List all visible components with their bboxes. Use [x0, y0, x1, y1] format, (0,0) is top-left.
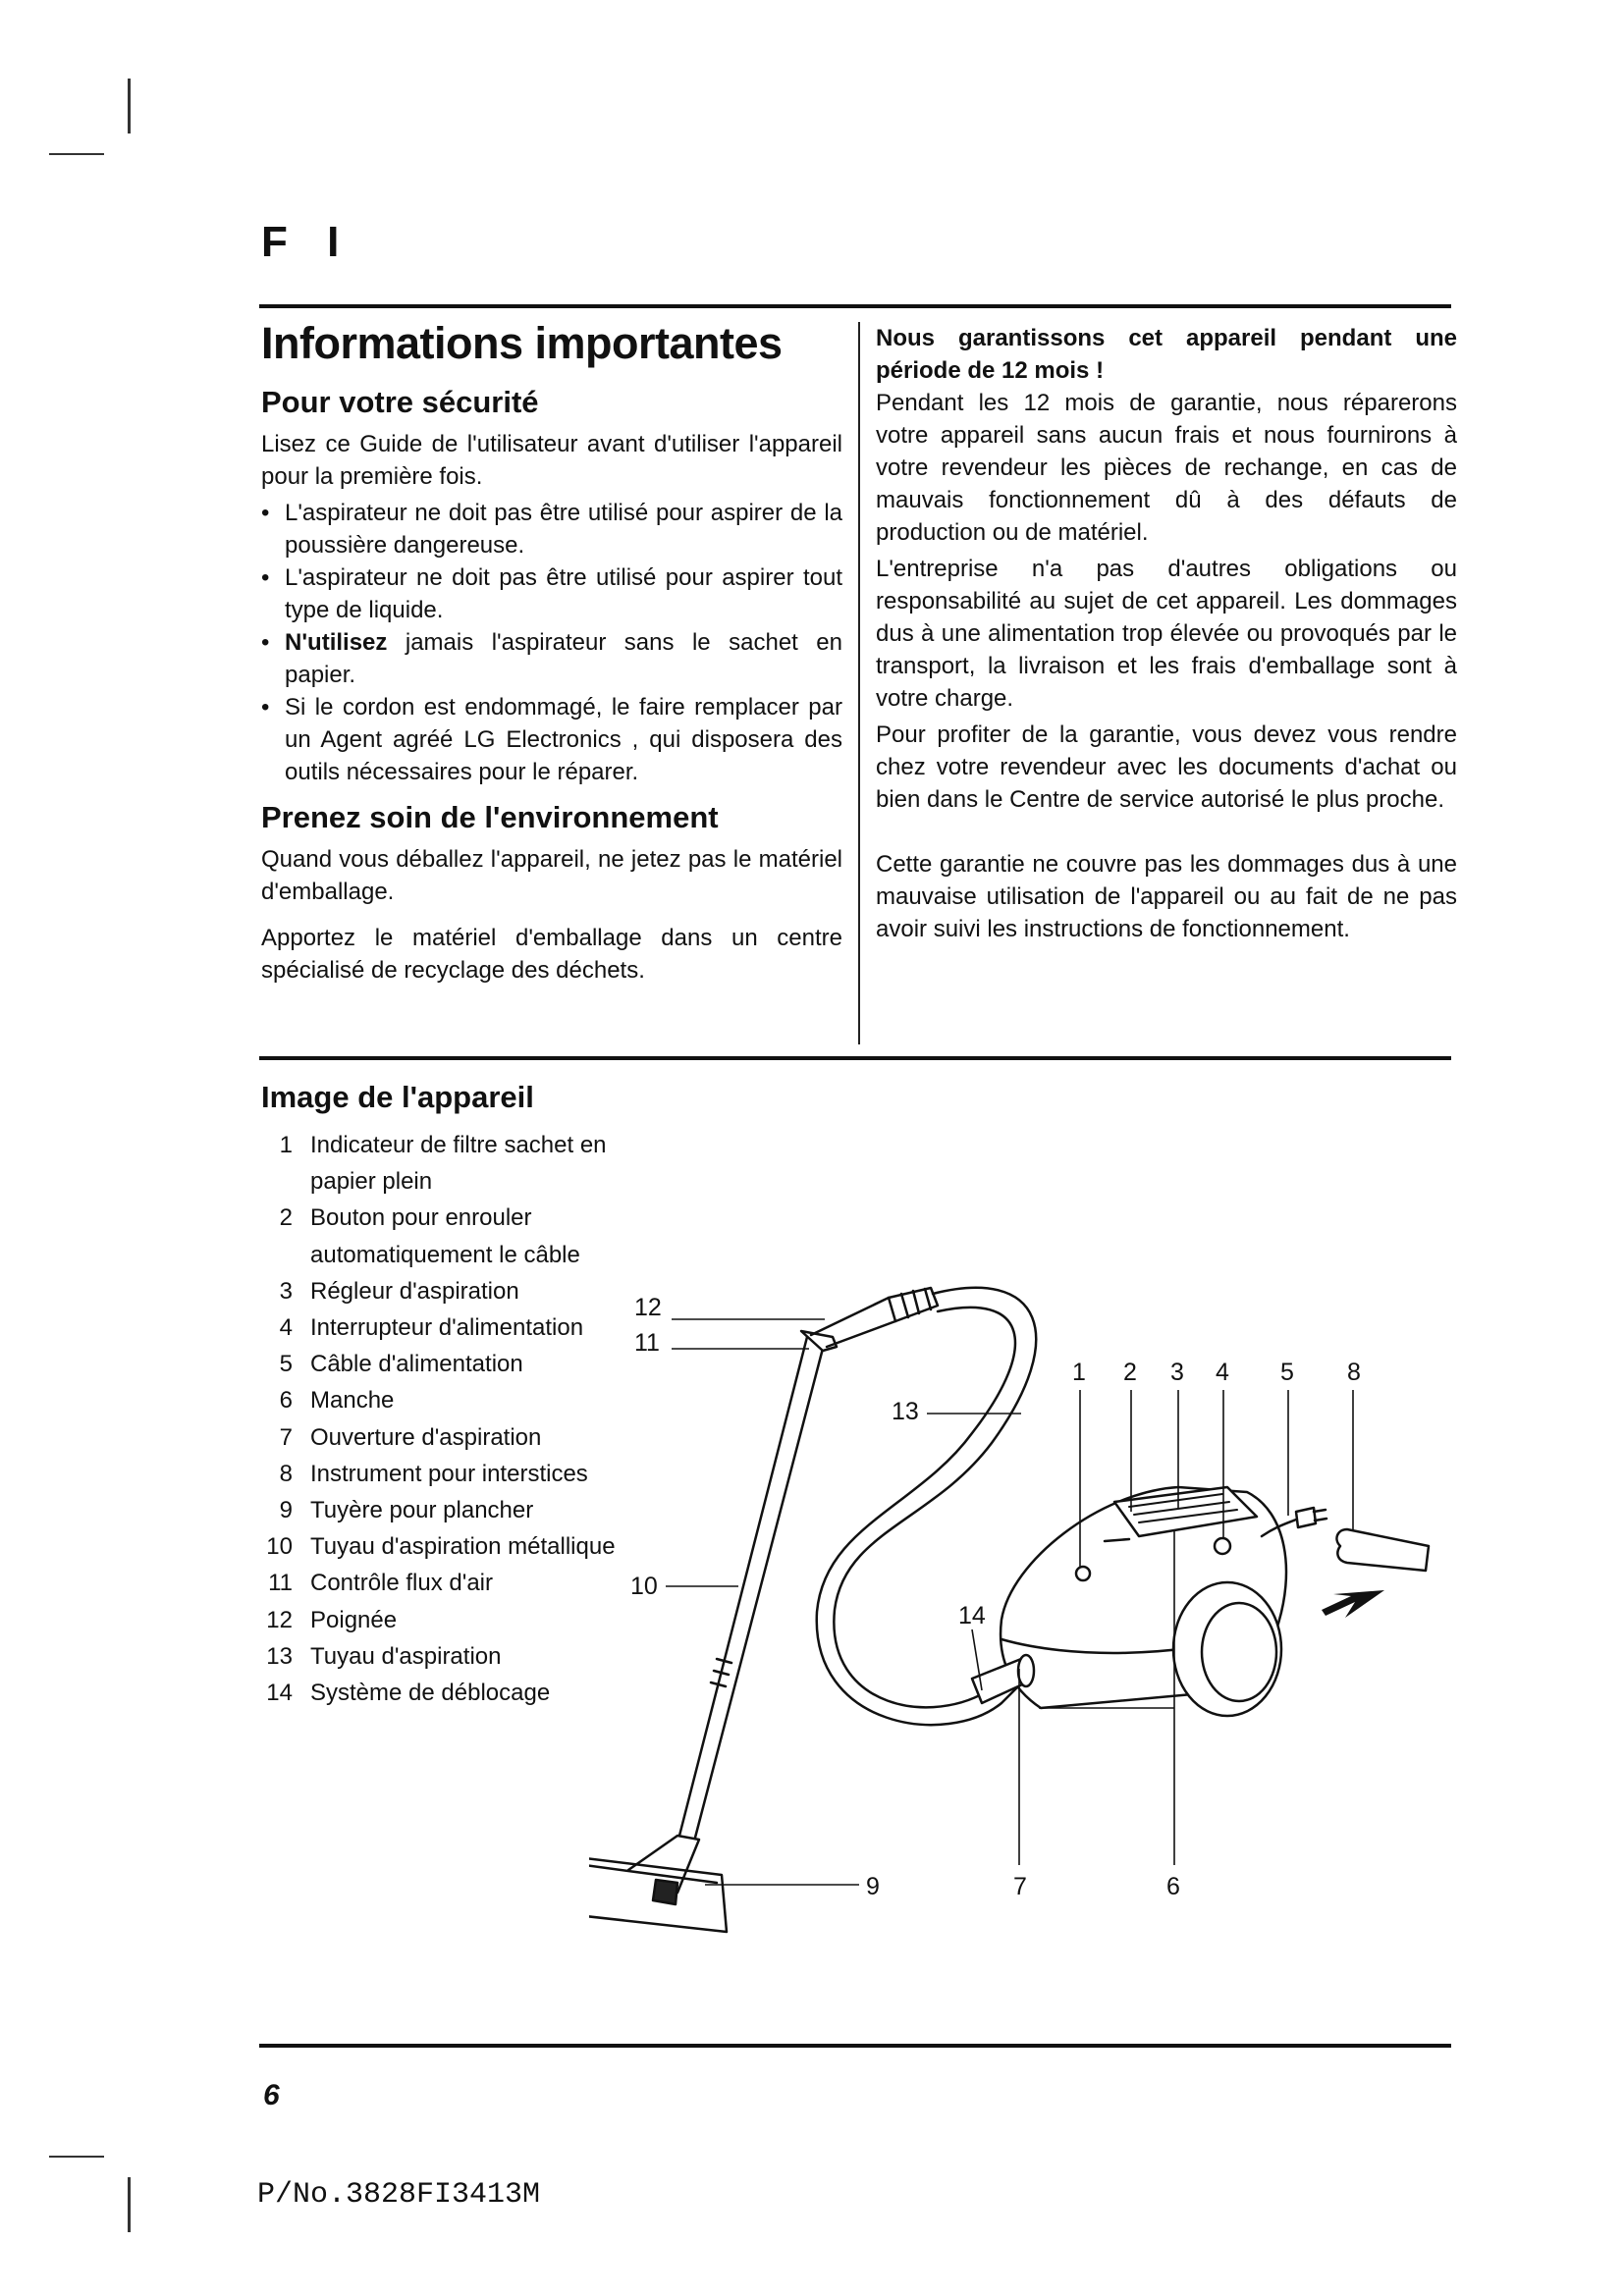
crop-mark [128, 2177, 131, 2232]
list-item: 12 Poignée [266, 1606, 398, 1633]
warranty-text-4: Cette garantie ne couvre pas les dommages dus à une mauvaise utilisation de l'appareil ou au fait de ne pas avoir suivi les instructions de fonctionnement. [876, 851, 1457, 942]
warranty-text-2: L'entreprise n'a pas d'autres obligations ou responsabilité au sujet de cet appareil. Les dommages dus à une alimentation trop élevée ou provoqués par le transport, la livraison et les frais d'emballage sont à votre charge. [876, 556, 1457, 712]
middle-rule [259, 1056, 1451, 1060]
callout-label: 3 [1170, 1359, 1184, 1386]
list-item: • Si le cordon est endommagé, le faire remplacer par un Agent agréé LG Electronics , qui disposera des outils nécessaires pour le réparer. [261, 694, 842, 785]
part-number: P/No.3828FI3413M [257, 2178, 541, 2212]
environment-text-1: Quand vous déballez l'appareil, ne jetez pas le matériel d'emballage. [261, 846, 842, 905]
warranty-title: Nous garantissons cet appareil pendant une période de 12 mois ! [876, 325, 1457, 384]
callout-label: 13 [892, 1398, 919, 1425]
list-item: 10 Tuyau d'aspiration métallique [266, 1533, 616, 1561]
bottom-rule [259, 2044, 1451, 2048]
callout-label: 12 [634, 1294, 662, 1321]
callout-label: 10 [630, 1573, 658, 1600]
warranty-text-3: Pour profiter de la garantie, vous devez vous rendre chez votre revendeur avec les documents d'achat ou bien dans le Centre de service autorisé le plus proche. [876, 721, 1457, 813]
callout-label: 4 [1216, 1359, 1229, 1386]
language-code: F I [261, 218, 353, 266]
crop-mark [49, 2156, 104, 2158]
list-item: 2 Bouton pour enrouler automatiquement le câble [279, 1204, 580, 1268]
warranty-text-1: Pendant les 12 mois de garantie, nous réparerons votre appareil sans aucun frais et nous fournirons à votre revendeur les pièces de rechange, en cas de mauvais fonctionnement dû à des défauts de production ou de matériel. [876, 390, 1457, 546]
list-item: 14 Système de déblocage [266, 1680, 551, 1707]
callout-label: 14 [958, 1602, 986, 1629]
crevice-tool-illustration [1336, 1529, 1429, 1571]
safety-intro: Lisez ce Guide de l'utilisateur avant d'utiliser l'appareil pour la première fois. [261, 431, 842, 490]
list-item: 4 Interrupteur d'alimentation [279, 1314, 584, 1342]
vacuum-body-illustration [1001, 1487, 1286, 1716]
wand-illustration [679, 1331, 837, 1838]
page-title: Informations importantes [261, 318, 783, 368]
callout-label: 2 [1123, 1359, 1137, 1386]
callout-label: 9 [866, 1873, 880, 1900]
list-item: • N'utilisez jamais l'aspirateur sans le sachet en papier. [261, 629, 842, 688]
top-rule [259, 304, 1451, 308]
floor-nozzle-illustration [589, 1836, 727, 1932]
crop-mark [49, 153, 104, 155]
list-item: 6 Manche [279, 1387, 395, 1415]
device-heading: Image de l'appareil [261, 1080, 534, 1114]
list-item: 3 Régleur d'aspiration [279, 1277, 519, 1305]
callout-label: 7 [1013, 1873, 1027, 1900]
vacuum-cleaner-diagram [589, 1256, 1473, 1944]
callout-label: 11 [634, 1329, 660, 1357]
safety-list [261, 497, 842, 788]
environment-heading: Prenez soin de l'environnement [261, 800, 719, 834]
callout-label: 8 [1347, 1359, 1361, 1386]
right-column [876, 322, 1457, 949]
list-item: 5 Câble d'alimentation [279, 1351, 523, 1378]
crop-mark [128, 79, 131, 133]
list-item: 9 Tuyère pour plancher [279, 1497, 534, 1524]
callout-label: 6 [1166, 1873, 1180, 1900]
list-item: • L'aspirateur ne doit pas être utilisé pour aspirer tout type de liquide. [261, 564, 842, 623]
list-item: 1 Indicateur de filtre sachet en papier plein [279, 1132, 607, 1196]
column-separator [858, 322, 860, 1044]
left-column [261, 314, 842, 990]
callout-label: 1 [1072, 1359, 1086, 1386]
list-item: 8 Instrument pour interstices [279, 1460, 588, 1487]
safety-heading: Pour votre sécurité [261, 385, 539, 419]
environment-text-2: Apportez le matériel d'emballage dans un centre spécialisé de recyclage des déchets. [261, 925, 842, 984]
list-item: 11 Contrôle flux d'air [268, 1570, 493, 1597]
page-number: 6 [263, 2079, 280, 2111]
direction-arrow-icon [1322, 1590, 1384, 1618]
callout-label: 5 [1280, 1359, 1294, 1386]
list-item: 7 Ouverture d'aspiration [279, 1423, 542, 1451]
list-item: 13 Tuyau d'aspiration [266, 1642, 502, 1670]
list-item: • L'aspirateur ne doit pas être utilisé pour aspirer de la poussière dangereuse. [261, 500, 842, 559]
